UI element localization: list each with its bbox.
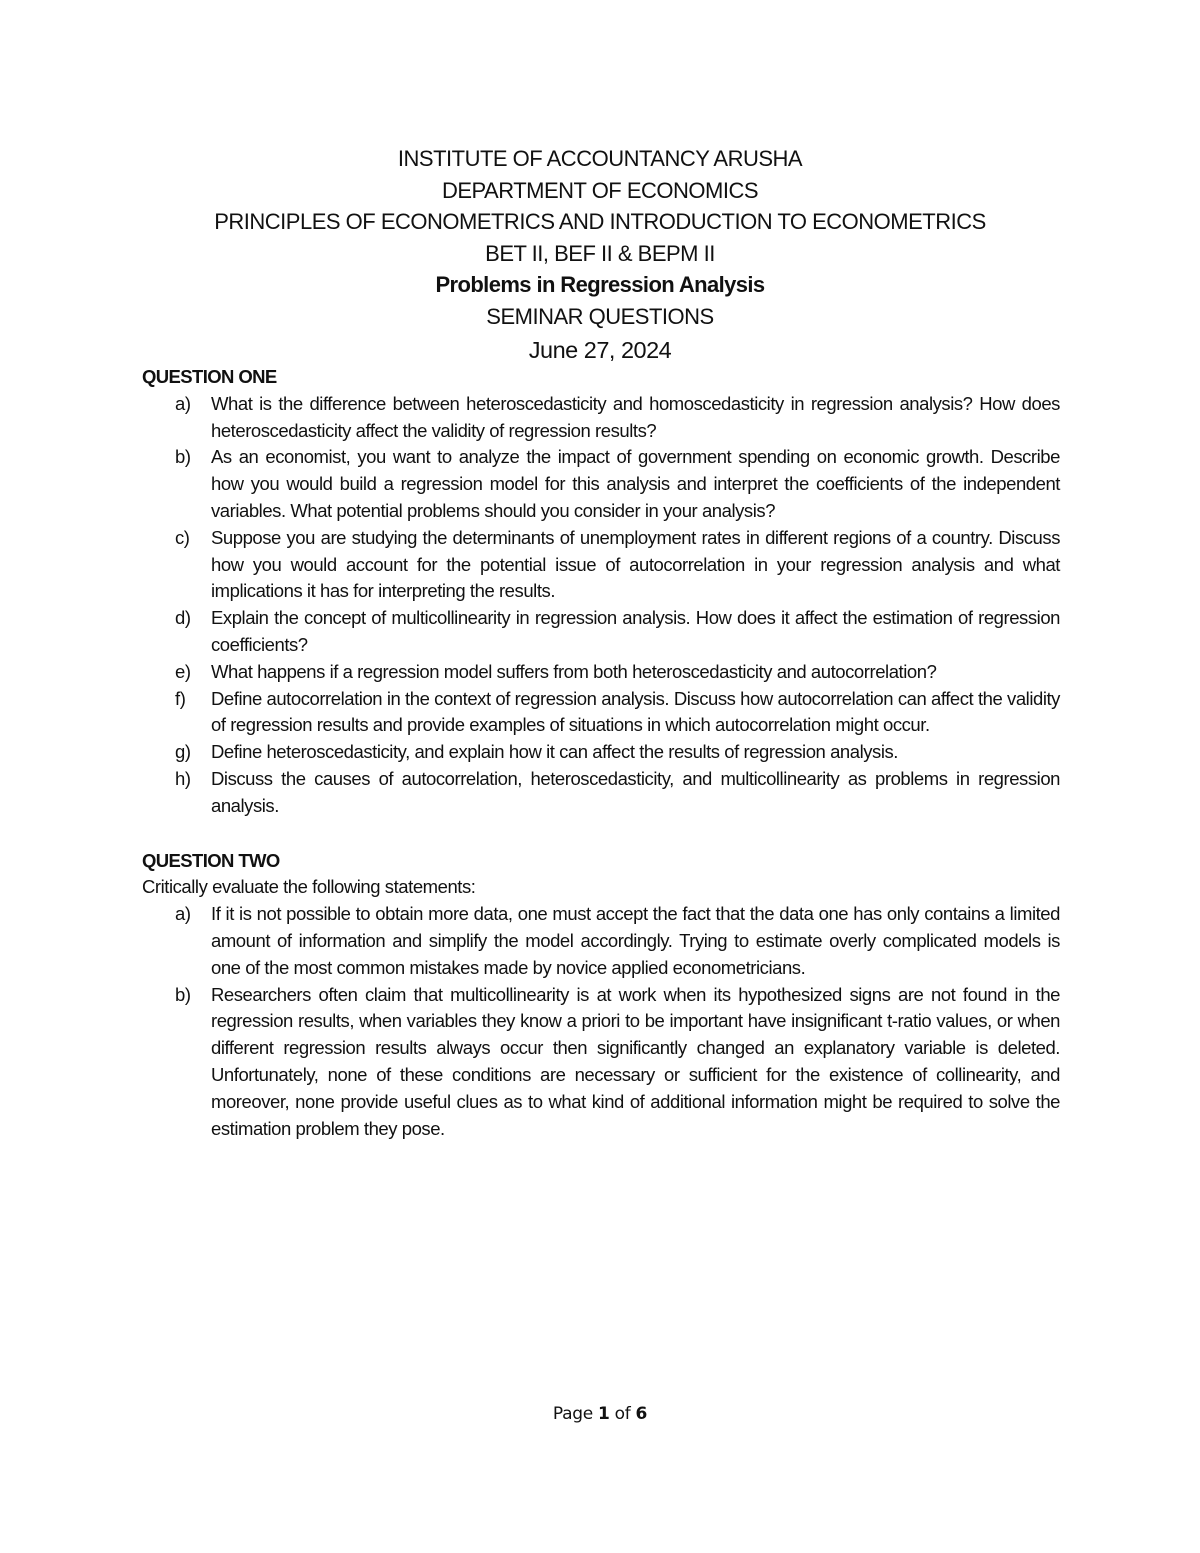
item-letter: a)	[175, 392, 191, 414]
list-item	[142, 766, 1060, 820]
item-letter: e)	[175, 660, 191, 682]
item-text: What is the difference between heteroscedasticity and homoscedasticity in regression analysis? How does heteroscedasticity affect the validity of regression results?	[211, 392, 1060, 441]
course-title: PRINCIPLES OF ECONOMETRICS AND INTRODUCTION TO ECONOMETRICS	[214, 209, 986, 234]
institute-name: INSTITUTE OF ACCOUNTANCY ARUSHA	[397, 146, 803, 171]
page-footer	[0, 1404, 1200, 1424]
page-word: Page	[552, 1404, 593, 1424]
list-item	[142, 605, 1060, 659]
list-item	[142, 901, 1060, 981]
document-body	[142, 364, 1060, 1142]
item-text: If it is not possible to obtain more data, one must accept the fact that the data one has only contains a limited amount of information and simplify the model accordingly. Trying to estimate overly complicated models is one of the most common mistakes made by novice applied econometricians.	[211, 903, 1060, 978]
list-item	[142, 444, 1060, 524]
page-current: 1	[598, 1404, 610, 1424]
list-item	[142, 525, 1060, 605]
item-letter: d)	[175, 607, 191, 629]
item-letter: c)	[175, 526, 190, 548]
page-total: 6	[635, 1404, 648, 1424]
item-text: Discuss the causes of autocorrelation, heteroscedasticity, and multicollinearity as problems in regression analysis.	[211, 767, 1060, 816]
list-item	[142, 391, 1060, 445]
programme-codes: BET II, BEF II & BEPM II	[485, 240, 715, 266]
topic-title: Problems in Regression Analysis	[435, 272, 765, 297]
item-letter: b)	[175, 446, 191, 468]
item-text: Suppose you are studying the determinants of unemployment rates in different regions of a country. Discuss how you would account for the potential issue of autocorrelation in your regression analysis and what implications it has for interpreting the results.	[211, 526, 1060, 602]
item-text: Define autocorrelation in the context of regression analysis. Discuss how autocorrelation can affect the validity of regression results and provide examples of situations in which autocorrelation might occur.	[211, 687, 1060, 736]
item-letter: a)	[175, 903, 191, 925]
item-text: As an economist, you want to analyze the impact of government spending on economic growth. Describe how you would build a regression model for this analysis and interpret the coefficients of the independent variables. What potential problems should you consider in your analysis?	[211, 446, 1060, 521]
list-item	[142, 659, 1060, 686]
item-letter: b)	[175, 983, 191, 1005]
item-text: What happens if a regression model suffers from both heteroscedasticity and autocorrelation?	[211, 660, 937, 682]
item-letter: h)	[175, 767, 191, 789]
item-text: Researchers often claim that multicollinearity is at work when its hypothesized signs are not found in the regression results, when variables they know a priori to be important have insignificant t-ratio values, or when different regression results always occur then significantly changed an explanatory variable is deleted. Unfortunately, none of these conditions are necessary or sufficient for the existence of collinearity, and moreover, none provide useful clues as to what kind of additional information might be required to solve the estimation problem they pose.	[211, 983, 1060, 1139]
item-text: Explain the concept of multicollinearity in regression analysis. How does it affect the estimation of regression coefficients?	[211, 607, 1060, 655]
item-text: Define heteroscedasticity, and explain how it can affect the results of regression analysis.	[211, 741, 899, 763]
question-one-heading: QUESTION ONE	[142, 366, 277, 387]
item-letter: f)	[175, 687, 186, 709]
list-item	[142, 739, 1060, 766]
of-word: of	[614, 1404, 631, 1424]
list-item	[142, 982, 1060, 1143]
question-two-list	[142, 901, 1060, 1142]
question-two-intro: Critically evaluate the following statements:	[142, 876, 476, 898]
item-letter: g)	[175, 741, 191, 763]
document-type: SEMINAR QUESTIONS	[486, 303, 714, 329]
section-spacer	[142, 820, 1060, 848]
document-header	[0, 143, 1200, 368]
question-one-list	[142, 391, 1060, 820]
department-name: DEPARTMENT OF ECONOMICS	[441, 177, 759, 203]
question-two-heading: QUESTION TWO	[142, 849, 280, 871]
list-item	[142, 686, 1060, 740]
document-date: June 27, 2024	[528, 337, 672, 363]
